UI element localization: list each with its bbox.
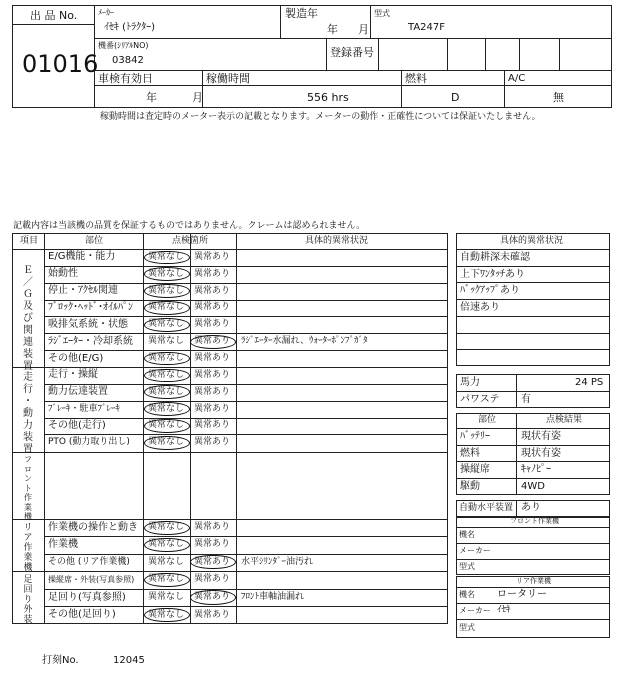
rear-maker-label: メーカー bbox=[459, 606, 491, 615]
stamp-label: 打刻No. bbox=[42, 655, 79, 666]
check-ng-label: 異常あり bbox=[194, 353, 231, 364]
selected-status-oval bbox=[144, 573, 190, 588]
check-ok-label: 異常なし bbox=[148, 420, 185, 431]
check-ok-label: 異常なし bbox=[148, 609, 185, 620]
table-row-part: 走行・操縦 bbox=[48, 369, 98, 381]
issue-item: ﾊﾞｯｸｱｯﾌﾟあり bbox=[460, 285, 520, 297]
check-result: 現状有姿 bbox=[521, 447, 561, 459]
check-result: ｷｬﾉﾋﾟｰ bbox=[521, 464, 551, 476]
check-ng-label: 異常あり bbox=[194, 556, 231, 567]
model-value: TA247F bbox=[408, 22, 446, 33]
check-ok-label: 異常なし bbox=[148, 403, 185, 414]
check-ok-label: 異常なし bbox=[148, 437, 185, 448]
table-row-part: ﾗｼﾞｴｰﾀｰ・冷却系統 bbox=[48, 335, 133, 347]
group-label-eg: Ｅ ／ Ｇ 及 び 関 連 装 置 bbox=[23, 265, 33, 372]
table-row-part: 停止・ｱｸｾﾙ関連 bbox=[48, 285, 118, 297]
check-ok-label: 異常なし bbox=[148, 369, 185, 380]
table-row-part: ﾌﾞﾚｰｷ・駐車ﾌﾞﾚｰｷ bbox=[48, 403, 121, 414]
check-ok-label: 異常なし bbox=[148, 302, 185, 313]
check-part: 操縦席 bbox=[460, 464, 490, 476]
table-row-detail: 水平ｼﾘﾝﾀﾞｰ油汚れ bbox=[241, 556, 314, 567]
table-row-part: PTO (動力取り出し) bbox=[48, 437, 130, 448]
auto-level-label: 自動水平装置 bbox=[459, 503, 514, 513]
model-label: 型式 bbox=[374, 9, 390, 18]
table-row-part: 吸排気系統・状態 bbox=[48, 318, 128, 330]
pawasute-value: 有 bbox=[521, 394, 531, 405]
issue-item: 上下ﾜﾝﾀｯﾁあり bbox=[460, 268, 525, 280]
issues-header: 具体的異常状況 bbox=[500, 236, 564, 246]
serial-label: 機番(ｼﾘｱﾙNO) bbox=[98, 41, 149, 50]
year-label: 製造年 bbox=[285, 7, 318, 20]
auto-level-value: あり bbox=[521, 502, 541, 513]
check-ok-label: 異常なし bbox=[148, 268, 185, 279]
selected-status-oval bbox=[190, 335, 236, 349]
check-ng-label: 異常あり bbox=[194, 336, 231, 347]
selected-status-oval bbox=[144, 521, 190, 535]
ac-value: 無 bbox=[553, 91, 564, 104]
selected-status-oval bbox=[190, 590, 236, 605]
group-label-undercarriage: 足 回 り 外 装 bbox=[23, 575, 33, 625]
inspection-month: 月 bbox=[192, 91, 203, 104]
check-result: 4WD bbox=[521, 481, 545, 493]
group-label-drive: 走 行 ・ 動 力 装 置 bbox=[23, 372, 33, 455]
check-ng-label: 異常あり bbox=[194, 437, 231, 448]
check-ok-label: 異常なし bbox=[148, 539, 185, 550]
front-maker-label: メーカー bbox=[459, 546, 491, 555]
table-row-part: その他 (リア作業機) bbox=[48, 556, 130, 567]
table-row-part: E/G機能・能力 bbox=[48, 251, 116, 263]
check-ok-label: 異常なし bbox=[148, 522, 185, 533]
check-header-result: 点検結果 bbox=[546, 415, 583, 425]
table-row-part: 操縦席・外装(写真参照) bbox=[48, 574, 135, 584]
year-suffix: 年 bbox=[327, 23, 338, 36]
table-row-part: 動力伝達装置 bbox=[48, 386, 108, 398]
check-ng-label: 異常あり bbox=[194, 268, 231, 279]
check-ng-label: 異常あり bbox=[194, 539, 231, 550]
front-model-label: 型式 bbox=[459, 562, 475, 571]
selected-status-oval bbox=[144, 402, 190, 416]
check-ng-label: 異常あり bbox=[194, 522, 231, 533]
month-suffix: 月 bbox=[358, 23, 369, 36]
power-label: 馬力 bbox=[460, 377, 480, 388]
lot-no-label: 出 品 No. bbox=[30, 9, 78, 22]
check-part: ﾊﾞｯﾃﾘｰ bbox=[460, 431, 490, 442]
col-header-part: 部位 bbox=[85, 236, 104, 246]
table-row-part: その他(足回り) bbox=[48, 609, 116, 621]
rear-model-label: 型式 bbox=[459, 623, 475, 632]
hours-note: 稼動時間は査定時のメーター表示の記載となります。メーターの動作・正確性については保証いたしません。 bbox=[100, 112, 541, 122]
table-row-part: その他(E/G) bbox=[48, 352, 104, 364]
check-ok-label: 異常なし bbox=[148, 386, 185, 397]
check-ng-label: 異常あり bbox=[194, 386, 231, 397]
fuel-value: D bbox=[451, 91, 460, 104]
group-label-front: フ ロ ン ト 作 業 機 bbox=[24, 455, 32, 521]
reg-label: 登録番号 bbox=[330, 46, 374, 59]
inspection-year: 年 bbox=[146, 91, 157, 104]
table-row-detail: ﾗｼﾞｴｰﾀｰ水漏れ、ｳｫｰﾀｰﾎﾟﾝﾌﾟｶﾞﾀ bbox=[241, 336, 368, 347]
check-ok-label: 異常なし bbox=[148, 574, 185, 585]
check-ng-label: 異常あり bbox=[194, 302, 231, 313]
maker-label: ﾒｰｶｰ bbox=[98, 8, 114, 17]
check-ng-label: 異常あり bbox=[194, 285, 231, 296]
serial-value: 03842 bbox=[112, 55, 144, 66]
table-row-part: 作業機 bbox=[48, 538, 78, 550]
check-ok-label: 異常なし bbox=[148, 556, 185, 567]
selected-status-oval bbox=[144, 538, 190, 552]
front-name-label: 機名 bbox=[459, 530, 475, 539]
check-header-part: 部位 bbox=[478, 415, 497, 425]
check-ok-label: 異常なし bbox=[148, 353, 185, 364]
table-row-part: 作業機の操作と動き bbox=[48, 521, 138, 533]
power-value: 24 PS bbox=[575, 377, 604, 388]
group-label-rear: リ ア 作 業 機 bbox=[23, 523, 33, 573]
pawasute-label: パワステ bbox=[460, 394, 500, 405]
issue-item: 自動耕深未確認 bbox=[460, 252, 530, 263]
rear-name-label: 機名 bbox=[459, 590, 475, 599]
table-row-part: 足回り(写真参照) bbox=[48, 591, 126, 603]
col-header-detail: 具体的異常状況 bbox=[305, 236, 369, 246]
issue-item: 倍速あり bbox=[460, 302, 500, 314]
front-implement-title: フロント作業機 bbox=[510, 517, 559, 525]
maker-value: ｲｾｷ (ﾄﾗｸﾀｰ) bbox=[104, 22, 155, 33]
check-result: 現状有姿 bbox=[521, 431, 561, 442]
rear-implement-title: リア作業機 bbox=[516, 577, 551, 585]
check-ng-label: 異常あり bbox=[194, 420, 231, 431]
selected-status-oval bbox=[144, 318, 190, 332]
selected-status-oval bbox=[144, 436, 190, 450]
rear-maker-value: ｲｾｷ bbox=[497, 605, 511, 615]
table-row-part: その他(走行) bbox=[48, 419, 106, 431]
hours-value: 556 hrs bbox=[307, 91, 349, 104]
stamp-no: 12045 bbox=[113, 655, 145, 666]
selected-status-oval bbox=[144, 301, 190, 315]
table-row-part: ﾌﾞﾛｯｸ･ﾍｯﾄﾞ･ｵｲﾙﾊﾟﾝ bbox=[48, 301, 133, 313]
check-part: 駆動 bbox=[460, 481, 480, 493]
check-ng-label: 異常あり bbox=[194, 319, 231, 330]
check-ng-label: 異常あり bbox=[194, 592, 231, 602]
ac-label: A/C bbox=[508, 73, 526, 84]
rear-name-value: ロータリー bbox=[497, 589, 547, 600]
check-ng-label: 異常あり bbox=[194, 403, 231, 414]
check-ok-label: 異常なし bbox=[148, 336, 185, 347]
check-ok-label: 異常なし bbox=[148, 592, 185, 602]
check-ok-label: 異常なし bbox=[148, 285, 185, 296]
col-header-item: 項目 bbox=[20, 236, 39, 246]
hours-label: 稼働時間 bbox=[206, 72, 250, 85]
table-row-part: 始動性 bbox=[48, 268, 78, 280]
check-ok-label: 異常なし bbox=[148, 251, 185, 262]
selected-status-oval bbox=[144, 419, 190, 433]
check-part: 燃料 bbox=[460, 447, 480, 459]
check-ng-label: 異常あり bbox=[194, 609, 231, 620]
check-ng-label: 異常あり bbox=[194, 574, 231, 585]
selected-status-oval bbox=[144, 284, 190, 298]
disclaimer: 記載内容は当該機の品質を保証するものではありません。クレームは認められません。 bbox=[13, 221, 366, 231]
fuel-label: 燃料 bbox=[405, 72, 427, 85]
inspection-label: 車検有効日 bbox=[98, 72, 153, 85]
check-ok-label: 異常なし bbox=[148, 319, 185, 330]
col-header-check: 点検箇所 bbox=[172, 236, 209, 246]
check-ng-label: 異常あり bbox=[194, 369, 231, 380]
table-row-detail: ﾌﾛﾝﾄ車軸油漏れ bbox=[241, 592, 305, 602]
check-ng-label: 異常あり bbox=[194, 251, 231, 262]
lot-no: 01016 bbox=[22, 50, 99, 78]
